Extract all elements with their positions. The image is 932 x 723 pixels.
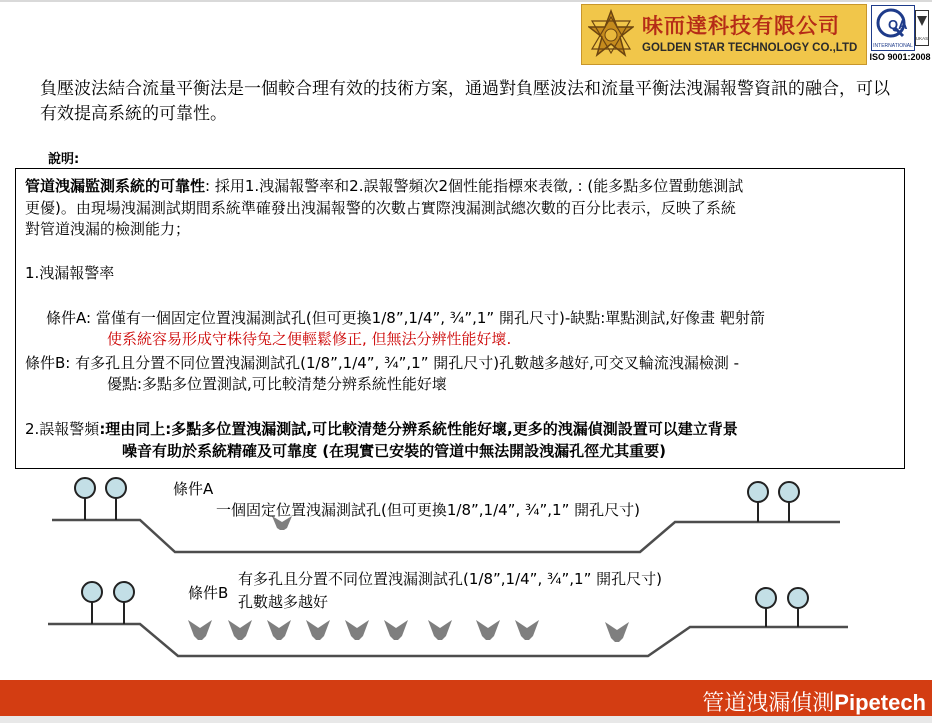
footer-strip xyxy=(0,716,932,723)
qa-label: INTERNATIONAL xyxy=(873,43,913,49)
reliability-heading: 管道洩漏監測系統的可靠性 xyxy=(25,177,206,195)
ukas-label: UKAS xyxy=(915,36,929,41)
top-divider xyxy=(0,0,932,2)
false-alarm-line xyxy=(25,420,738,439)
qa-certification-icon xyxy=(871,5,915,51)
condition-b-advantage: 優點:多點多位置測試,可比較清楚分辨系統性能好壞 xyxy=(107,375,447,393)
footer-title-cn: 管道洩漏偵測 xyxy=(702,691,835,716)
iso-certification: ISO 9001:2008 xyxy=(869,52,931,62)
golden-star-icon xyxy=(588,9,634,59)
condition-b-description: 有多孔且分置不同位置洩漏測試孔(1/8”,1/4”, ¾”,1” 開孔尺寸) xyxy=(238,570,662,588)
company-name-en: GOLDEN STAR TECHNOLOGY CO.,LTD xyxy=(642,42,858,54)
condition-a-drawback: 使系統容易形成守株待兔之便輕鬆修正, 但無法分辨性能好壞. xyxy=(107,330,512,348)
company-name-cn: 味而達科技有限公司 xyxy=(642,14,840,38)
condition-b-text: 條件B: 有多孔且分置不同位置洩漏測試孔(1/8”,1/4”, ¾”,1” 開孔尺寸)孔數越多越好,可交叉輪流洩漏檢測 - xyxy=(25,354,740,372)
reliability-line xyxy=(25,177,743,196)
explanation-box xyxy=(15,168,905,469)
pipe-a xyxy=(52,520,840,552)
leak-alarm-rate-heading: 1.洩漏報警率 xyxy=(25,264,115,282)
qa-letters: QA xyxy=(888,17,908,32)
condition-a-description: 一個固定位置洩漏測試孔(但可更換1/8”,1/4”, ¾”,1” 開孔尺寸) xyxy=(216,501,640,519)
company-logo xyxy=(581,4,867,65)
ukas-mark-icon xyxy=(915,10,929,46)
footer-title-en: Pipetech xyxy=(834,690,926,715)
intro-paragraph: 負壓波法結合流量平衡法是一個較合理有效的技術方案，通過對負壓波法和流量平衡法洩漏報警資訊的融合，可以有效提高系統的可靠性。 xyxy=(40,79,890,124)
footer-title xyxy=(702,686,926,717)
note-label: 說明: xyxy=(48,152,80,167)
reliability-text: : 採用1.洩漏報警率和2.誤報警頻次2個性能指標來表徵, : (能多點多位置動態測試 xyxy=(205,177,744,195)
false-alarm-label: 2.誤報警頻 xyxy=(25,420,100,438)
condition-a-label: 條件A xyxy=(173,480,214,498)
pipeline-diagram xyxy=(0,470,932,680)
reliability-line-3: 對管道洩漏的檢測能力； xyxy=(25,220,191,238)
false-alarm-reason-2: 噪音有助於系統精確及可靠度 (在現實已安裝的管道中無法開設洩漏孔徑尤其重要) xyxy=(122,442,666,460)
condition-b-label: 條件B xyxy=(188,584,229,602)
condition-a-text: 條件A: 當僅有一個固定位置洩漏測試孔(但可更換1/8”,1/4”, ¾”,1” 開孔尺寸)-缺點:單點測試,好像畫 靶射箭 xyxy=(46,309,765,327)
condition-b-description-2: 孔數越多越好 xyxy=(238,593,329,611)
certification-block xyxy=(869,4,931,65)
leak-valve-icon xyxy=(188,620,629,642)
reliability-line-2: 更優)。由現場洩漏測試期間系統準確發出洩漏報警的次數占實際洩漏測試總次數的百分比表示，反映了系統 xyxy=(25,199,736,217)
false-alarm-reason: :理由同上:多點多位置洩漏測試,可比較清楚分辨系統性能好壞,更多的洩漏偵測設置可以建立背景 xyxy=(99,420,738,438)
